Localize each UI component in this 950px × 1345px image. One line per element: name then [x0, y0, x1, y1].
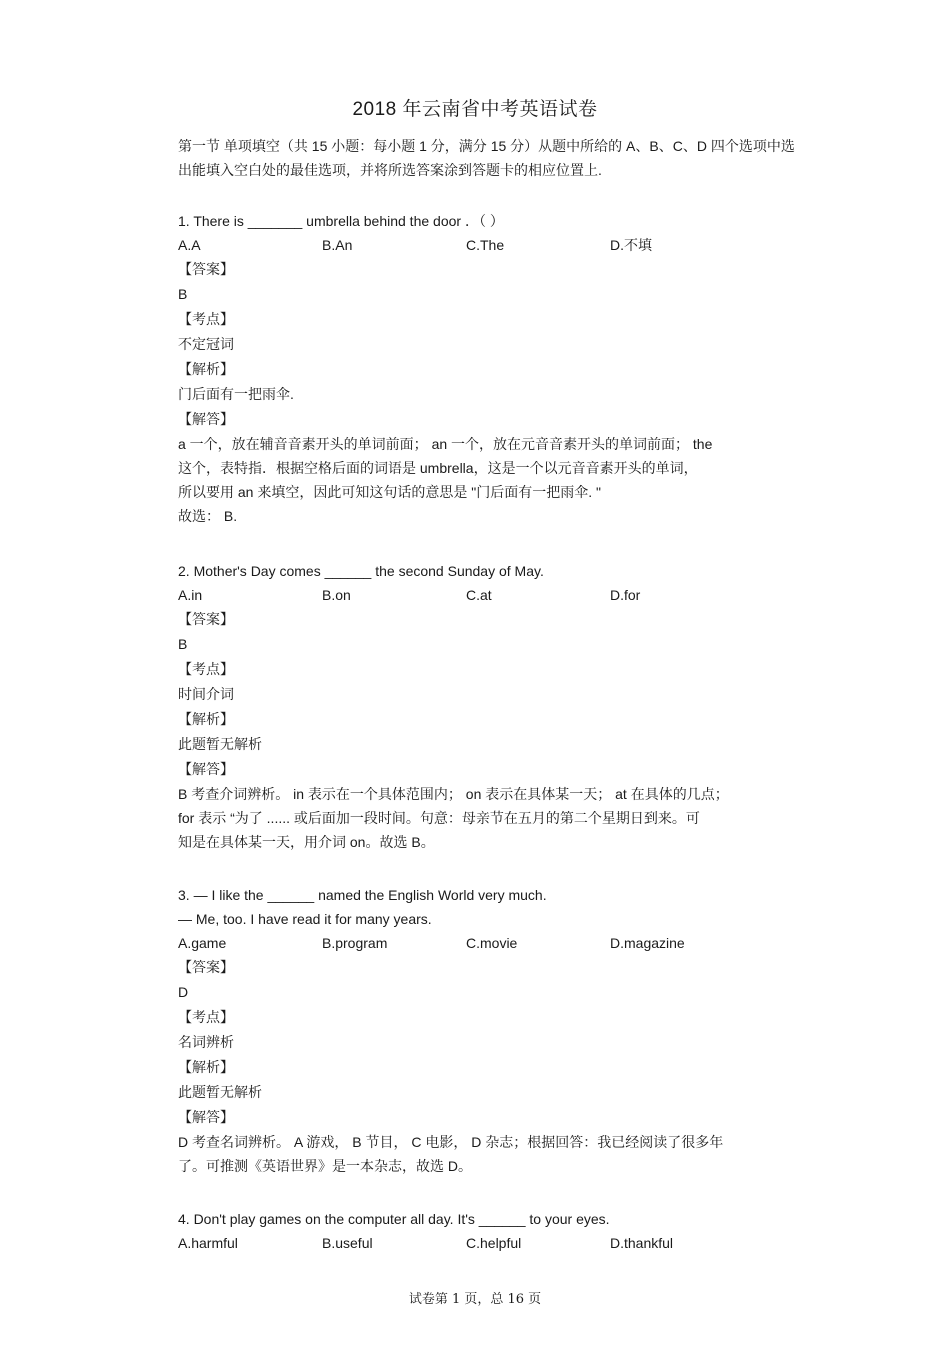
solution-line: 这个，表特指．根据空格后面的词语是 umbrella，这是一个以元音音素开头的单词，	[178, 460, 698, 476]
option-row	[178, 931, 808, 955]
analysis-label: 【解析】	[178, 361, 234, 377]
point-label: 【考点】	[178, 311, 234, 327]
option-d: D.for	[610, 587, 641, 603]
analysis-label: 【解析】	[178, 711, 234, 727]
option-row	[178, 583, 808, 607]
option-a: A.game	[178, 935, 227, 951]
solution-label: 【解答】	[178, 411, 234, 427]
question-stem: 2. Mother's Day comes ______ the second Sunday of May.	[178, 563, 544, 579]
analysis-value: 此题暂无解析	[178, 736, 262, 752]
question-stem: 3. — I like the ______ named the English World very much.	[178, 887, 547, 903]
option-b: B.program	[322, 935, 388, 951]
solution-line: 故选： B.	[178, 508, 238, 524]
section-instructions: 第一节 单项填空（共 15 小题：每小题 1 分，满分 15 分）从题中所给的 A、B、C、D 四个选项中选出能填入空白处的最佳选项，并将所选答案涂到答题卡的相应位置上.	[178, 138, 795, 178]
point-value: 时间介词	[178, 686, 234, 702]
option-row	[178, 233, 808, 257]
question-stem: 1. There is _______ umbrella behind the door ．（ ）	[178, 213, 504, 229]
option-c: C.at	[466, 587, 492, 603]
solution-line: 知是在具体某一天，用介词 on。故选 B。	[178, 834, 435, 850]
option-a: A.in	[178, 587, 203, 603]
question-stem: — Me, too. I have read it for many years.	[178, 911, 432, 927]
option-b: B.on	[322, 587, 351, 603]
solution-line: 了。可推测《英语世界》是一本杂志，故选 D。	[178, 1158, 472, 1174]
option-c: C.helpful	[466, 1235, 522, 1251]
option-row	[178, 1231, 808, 1255]
question-1	[178, 209, 808, 528]
solution-line: 所以要用 an 来填空，因此可知这句话的意思是 "门后面有一把雨伞. "	[178, 484, 601, 500]
page-title: 2018 年云南省中考英语试卷	[352, 99, 598, 120]
page-footer: 试卷第 1 页，总 16 页	[408, 1292, 542, 1307]
option-d: D.不填	[610, 237, 652, 253]
option-a: A.A	[178, 237, 201, 253]
analysis-value: 此题暂无解析	[178, 1084, 262, 1100]
answer-value: B	[178, 636, 188, 652]
point-label: 【考点】	[178, 1009, 234, 1025]
solution-line: D 考查名词辨析。 A 游戏， B 节目， C 电影， D 杂志；根据回答：我已经阅读了很多年	[178, 1134, 724, 1150]
option-d: D.magazine	[610, 935, 685, 951]
option-b: B.An	[322, 237, 353, 253]
option-c: C.movie	[466, 935, 518, 951]
answer-value: D	[178, 984, 189, 1000]
question-2	[178, 559, 808, 854]
solution-line: a 一个，放在辅音音素开头的单词前面； an 一个，放在元音音素开头的单词前面； the	[178, 436, 713, 452]
analysis-label: 【解析】	[178, 1059, 234, 1075]
question-stem: 4. Don't play games on the computer all day. It's ______ to your eyes.	[178, 1211, 610, 1227]
question-4	[178, 1207, 808, 1255]
point-label: 【考点】	[178, 661, 234, 677]
solution-line: for 表示 “为了 ...... 或后面加一段时间。句意：母亲节在五月的第二个星期日到来。可	[178, 810, 700, 826]
answer-label: 【答案】	[178, 611, 234, 627]
option-b: B.useful	[322, 1235, 373, 1251]
solution-line: B 考查介词辨析。 in 表示在一个具体范围内； on 表示在具体某一天； at 在具体的几点；	[178, 786, 729, 802]
answer-label: 【答案】	[178, 261, 234, 277]
question-3	[178, 883, 808, 1178]
option-c: C.The	[466, 237, 505, 253]
solution-label: 【解答】	[178, 761, 234, 777]
analysis-value: 门后面有一把雨伞.	[178, 386, 294, 402]
point-value: 不定冠词	[178, 336, 234, 352]
solution-label: 【解答】	[178, 1109, 234, 1125]
option-a: A.harmful	[178, 1235, 238, 1251]
answer-value: B	[178, 286, 188, 302]
option-d: D.thankful	[610, 1235, 674, 1251]
answer-label: 【答案】	[178, 959, 234, 975]
point-value: 名词辨析	[178, 1034, 234, 1050]
